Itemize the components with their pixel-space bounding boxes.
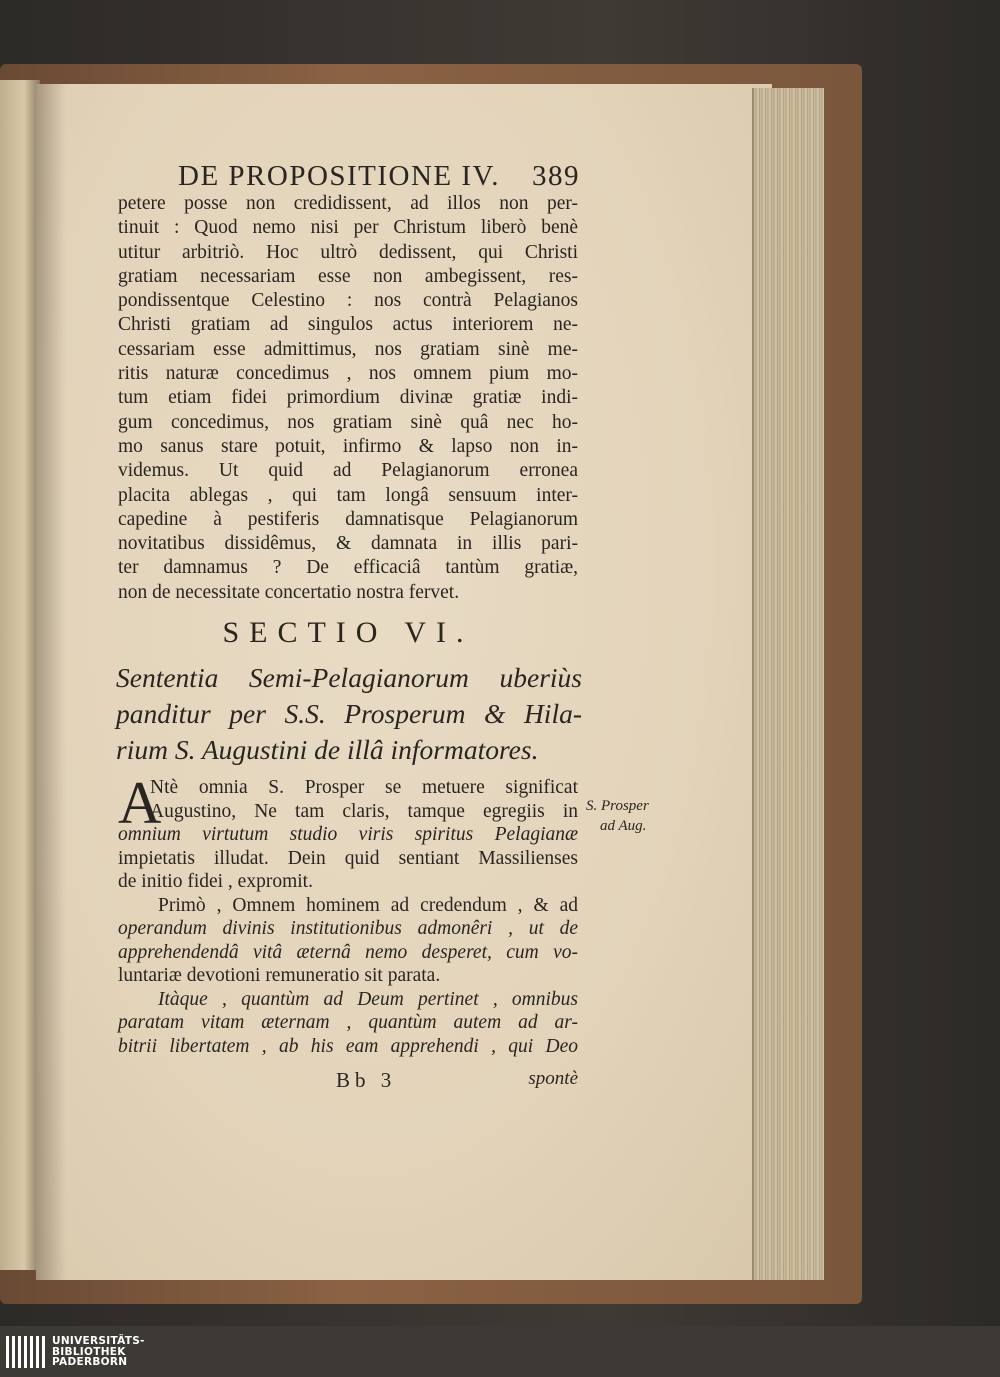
text-line: Augustino, Ne tam claris, tamque egregiis in xyxy=(150,800,578,822)
logo-line: PADERBORN xyxy=(52,1356,128,1368)
page-number: 389 xyxy=(532,160,580,192)
running-header xyxy=(178,160,580,196)
text-line: apprehendendâ vitâ æternâ nemo desperet, cum vo- xyxy=(118,941,578,963)
text-line: mo sanus stare potuit, infirmo & lapso non in- xyxy=(118,435,578,457)
page-fore-edge xyxy=(752,88,824,1280)
text-line: videmus. Ut quid ad Pelagianorum erronea xyxy=(118,460,578,482)
text-line: gratiam necessariam esse non ambegissent, res- xyxy=(118,265,578,287)
text-line: paratam vitam æternam , quantùm autem ad ar- xyxy=(118,1012,578,1033)
text-line: de initio fidei , expromit. xyxy=(118,871,313,892)
subtitle-line: panditur per S.S. Prosperum & Hila- xyxy=(116,698,582,729)
text-line: luntariæ devotioni remuneratio sit parata. xyxy=(118,965,441,986)
text-line: operandum divinis institutionibus admonêri , ut de xyxy=(118,918,578,939)
margin-note xyxy=(586,796,666,836)
section-heading: SECTIO VI. xyxy=(222,616,474,649)
header-title: DE PROPOSITIONE IV. xyxy=(178,160,501,192)
text-line: gum concedimus, nos gratiam sinè quâ nec ho- xyxy=(118,411,578,433)
library-logo-text xyxy=(52,1336,145,1368)
text-line: non de necessitate concertatio nostra fervet. xyxy=(118,581,460,603)
text-line: ter damnamus ? De efficaciâ tantùm gratiæ, xyxy=(118,557,578,579)
text-line: placita ablegas , qui tam longâ sensuum inter- xyxy=(118,484,578,506)
text-line: ritis naturæ concedimus , nos omnem pium mo- xyxy=(118,363,578,385)
text-line: Itàque , quantùm ad Deum pertinet , omnibus xyxy=(158,988,578,1010)
signature-mark: Bb 3 xyxy=(336,1068,397,1092)
library-logo-bar xyxy=(0,1326,1000,1377)
text-line: bitrii libertatem , ab his eam apprehendi , qui Deo xyxy=(118,1035,578,1057)
page-footer xyxy=(118,1068,578,1094)
text-line: utitur arbitriò. Hoc ultrò dedissent, qui Christi xyxy=(118,241,578,263)
margin-note-line: S. Prosper xyxy=(586,798,649,814)
text-line: cessariam esse admittimus, nos gratiam sinè me- xyxy=(118,338,578,360)
text-line: tinuit : Quod nemo nisi per Christum liberò benè xyxy=(118,217,578,239)
text-line: omnium virtutum studio viris spiritus Pelagianæ xyxy=(118,824,578,845)
text-line: petere posse non credidissent, ad illos non per- xyxy=(118,193,578,214)
margin-note-line: ad Aug. xyxy=(600,818,647,834)
catchword: spontè xyxy=(528,1068,578,1089)
gutter-shadow xyxy=(36,84,66,1280)
drop-cap: A xyxy=(118,770,162,836)
text-line: Ntè omnia S. Prosper se metuere significat xyxy=(150,777,578,798)
logo-line: BIBLIOTHEK xyxy=(52,1345,126,1358)
text-line: Primò , Omnem hominem ad credendum , & ad xyxy=(158,894,578,916)
body-text xyxy=(118,192,578,605)
text-line: capedine à pestiferis damnatisque Pelagianorum xyxy=(118,508,578,530)
text-line: impietatis illudat. Dein quid sentiant Massilienses xyxy=(118,847,578,869)
logo-line: UNIVERSITÄTS- xyxy=(52,1335,145,1347)
text-line: novitatibus dissidêmus, & damnata in illis pari- xyxy=(118,533,578,555)
section-subtitle xyxy=(116,660,582,768)
text-line: tum etiam fidei primordium divinæ gratiæ indi- xyxy=(118,387,578,409)
text-line: pondissentque Celestino : nos contrà Pelagianos xyxy=(118,290,578,312)
paragraph xyxy=(118,770,578,1058)
subtitle-line: Sententia Semi-Pelagianorum uberiùs xyxy=(116,662,582,693)
subtitle-line: rium S. Augustini de illâ informatores. xyxy=(116,734,539,765)
library-logo-icon xyxy=(6,1336,46,1368)
text-line: Christi gratiam ad singulos actus interiorem ne- xyxy=(118,314,578,336)
left-page-edge xyxy=(0,80,40,1270)
